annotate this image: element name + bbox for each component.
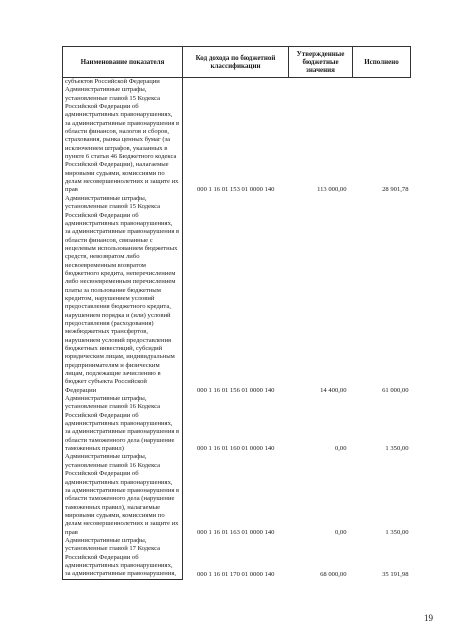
row-name-line: установленные главой 17 Кодекса xyxy=(65,545,161,553)
row-name-line: платы за пользование бюджетным xyxy=(65,286,161,294)
row-code: 000 1 16 01 153 01 0000 140 xyxy=(197,186,275,194)
row-name-line: административных правонарушениях, xyxy=(65,111,173,119)
row-name-line: административных правонарушениях, xyxy=(65,219,173,227)
table-header xyxy=(63,47,411,78)
row-name-line: пункте 6 статьи 46 Бюджетного кодекса xyxy=(65,153,177,161)
row-name-line: кредитом, нарушением условий xyxy=(65,294,155,302)
row-name-line: Административные штрафы, xyxy=(65,395,147,403)
header-approved: Утвержденные бюджетные значения xyxy=(289,47,353,78)
row-executed: 61 000,00 xyxy=(382,386,409,394)
row-approved: 14 400,00 xyxy=(320,386,347,394)
row-name-line: Административные штрафы, xyxy=(65,194,147,202)
row-name-line: прав xyxy=(65,186,78,194)
row-code: 000 1 16 01 160 01 0000 140 xyxy=(197,445,275,453)
row-executed: 1 350,00 xyxy=(385,528,409,536)
row-name xyxy=(63,395,183,453)
row-name-line: бюджетного кредита, неперечислением xyxy=(65,269,176,277)
row-name-line: таможенных правил), налагаемые xyxy=(65,503,161,511)
row-name-line: таможенных правил) xyxy=(65,445,124,453)
row-name xyxy=(63,195,183,395)
row-name-line: предпринимателям и физическим xyxy=(65,361,160,369)
row-name-line: за административные правонарушения в xyxy=(65,428,180,436)
header-name: Наименование показателя xyxy=(63,47,183,78)
row-name-line: установленные главой 16 Кодекса xyxy=(65,461,161,469)
row-name-line: бюджетных инвестиций, субсидий xyxy=(65,345,163,352)
row-name-line: Российской Федерации об xyxy=(65,211,139,219)
row-name-line: Российской Федерации), налагаемые xyxy=(65,161,169,169)
row-approved: 0,00 xyxy=(334,528,347,536)
row-approved: 68 000,00 xyxy=(320,570,347,578)
row-name-line: Российской Федерации об xyxy=(65,411,139,419)
table-row xyxy=(63,395,411,453)
row-name-line: административных правонарушениях, xyxy=(65,478,173,486)
row-name-line: за административные правонарушения в xyxy=(65,119,180,127)
row-name-line: средств, невозвратом либо xyxy=(65,253,140,261)
row-name-line: нецелевым использованием бюджетных xyxy=(65,244,178,252)
row-code: 000 1 16 01 163 01 0000 140 xyxy=(197,528,275,536)
row-name-line: области финансов, связанные с xyxy=(65,236,153,244)
table-body xyxy=(63,78,411,580)
row-name-line: нарушением порядка и (или) условий xyxy=(65,311,171,319)
row-name xyxy=(63,537,183,579)
row-name-line: нарушением условий предоставления xyxy=(65,336,172,344)
header-code: Код дохода по бюджетной классификации xyxy=(183,47,289,78)
row-name-line: Российской Федерации об xyxy=(65,470,139,478)
row-name-line: за административные правонарушения, xyxy=(65,570,177,578)
row-name-line: юридическим лицам, индивидуальным xyxy=(65,353,175,361)
table-row xyxy=(63,537,411,579)
row-name-line: мировыми судьями, комиссиями по xyxy=(65,511,165,519)
row-name-line: установленные главой 16 Кодекса xyxy=(65,403,161,411)
row-name-line: лицам, подлежащие зачислению в xyxy=(65,370,161,378)
row-name-line: прав xyxy=(65,528,78,536)
row-name-line: области таможенного дела (нарушение xyxy=(65,436,175,444)
page-number: 19 xyxy=(424,613,433,623)
row-approved: 113 000,00 xyxy=(317,186,347,194)
row-code: 000 1 16 01 170 01 0000 140 xyxy=(197,570,275,578)
row-executed: 1 350,00 xyxy=(385,445,409,453)
row-name-line: субъектов Российской Федерации xyxy=(65,78,160,85)
row-name-line: Административные штрафы, xyxy=(65,86,147,94)
row-name-line: Российской Федерации об xyxy=(65,103,139,111)
row-name-line: Российской Федерации об xyxy=(65,553,139,561)
row-name-line: несвоевременным возвратом xyxy=(65,261,146,269)
row-name-line: Административные штрафы, xyxy=(65,536,147,544)
table-row xyxy=(63,78,411,195)
row-name-line: межбюджетных трансфертов, xyxy=(65,328,149,336)
row-name-line: мировыми судьями, комиссиями по xyxy=(65,169,165,177)
row-name-line: делам несовершеннолетних и защите их xyxy=(65,178,179,186)
row-executed: 28 901,78 xyxy=(382,186,409,194)
row-name-line: области таможенного дела (нарушение xyxy=(65,495,175,503)
row-name-line: за административные правонарушения в xyxy=(65,486,180,494)
row-executed: 35 191,98 xyxy=(382,570,409,578)
row-name-line: административных правонарушениях, xyxy=(65,420,173,428)
row-name-line: административных правонарушениях, xyxy=(65,561,173,569)
row-name-line: предоставления бюджетного кредита, xyxy=(65,303,171,311)
row-name-line: Федерации xyxy=(65,386,97,394)
row-name-line: бюджет субъекта Российской xyxy=(65,378,147,386)
row-name-line: либо несвоевременным перечислением xyxy=(65,278,176,286)
row-name-line: делам несовершеннолетних и защите их xyxy=(65,520,179,528)
row-name-line: исключением штрафов, указанных в xyxy=(65,144,168,152)
table-row xyxy=(63,195,411,395)
table-row xyxy=(63,453,411,536)
row-name-line: области финансов, налогов и сборов, xyxy=(65,128,169,136)
header-executed: Исполнено xyxy=(353,47,411,78)
row-name-line: установленные главой 15 Кодекса xyxy=(65,203,161,211)
row-name xyxy=(63,78,183,195)
row-code: 000 1 16 01 156 01 0000 140 xyxy=(197,386,275,394)
row-name xyxy=(63,453,183,536)
row-name-line: Административные штрафы, xyxy=(65,453,147,461)
row-name-line: установленные главой 15 Кодекса xyxy=(65,94,161,102)
row-name-line: за административные правонарушения в xyxy=(65,228,180,236)
row-name-line: страхования, рынка ценных бумаг (за xyxy=(65,136,171,144)
row-name-line: предоставления (расходования) xyxy=(65,319,154,327)
revenue-table xyxy=(62,46,411,580)
row-approved: 0,00 xyxy=(334,445,347,453)
